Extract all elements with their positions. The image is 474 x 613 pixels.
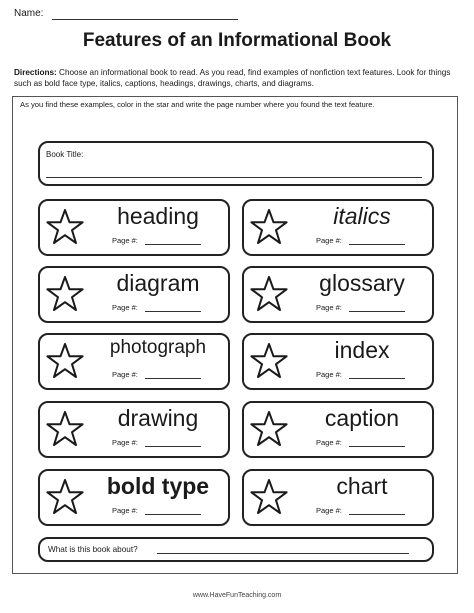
- page-number-label: Page #:: [112, 303, 138, 312]
- feature-word: index: [334, 337, 390, 363]
- page-number-label: Page #:: [112, 370, 138, 379]
- book-title-field[interactable]: [46, 177, 422, 178]
- feature-word: chart: [336, 473, 388, 499]
- page-number-label: Page #:: [316, 370, 342, 379]
- directions-label: Directions:: [14, 68, 57, 77]
- directions: [14, 67, 462, 89]
- feature-word: heading: [117, 203, 199, 229]
- page-number-field[interactable]: [145, 311, 201, 312]
- page-number-field[interactable]: [349, 378, 405, 379]
- name-field[interactable]: [52, 19, 238, 20]
- star-icon[interactable]: [46, 208, 84, 246]
- about-field[interactable]: [157, 553, 409, 554]
- feature-word: bold type: [106, 473, 210, 499]
- feature-word: italics: [333, 203, 391, 229]
- name-label: Name:: [14, 8, 44, 19]
- page-number-label: Page #:: [316, 236, 342, 245]
- page-number-field[interactable]: [349, 244, 405, 245]
- star-icon[interactable]: [46, 275, 84, 313]
- page-number-label: Page #:: [316, 438, 342, 447]
- page-number-label: Page #:: [316, 506, 342, 515]
- page-number-field[interactable]: [145, 446, 201, 447]
- page-number-field[interactable]: [349, 311, 405, 312]
- page-number-field[interactable]: [145, 514, 201, 515]
- page-number-label: Page #:: [112, 438, 138, 447]
- page-number-field[interactable]: [145, 244, 201, 245]
- star-icon[interactable]: [250, 275, 288, 313]
- feature-word: caption: [324, 405, 400, 431]
- star-icon[interactable]: [250, 342, 288, 380]
- star-icon[interactable]: [46, 410, 84, 448]
- star-icon[interactable]: [250, 208, 288, 246]
- page-number-label: Page #:: [112, 236, 138, 245]
- feature-word: glossary: [319, 270, 405, 296]
- page-number-field[interactable]: [145, 378, 201, 379]
- page-number-label: Page #:: [112, 506, 138, 515]
- footer-url: www.HaveFunTeaching.com: [192, 592, 282, 599]
- directions-text: Choose an informational book to read. As you read, find examples of nonfiction text features. Look for things such as bold face type, italics, captions, headings, drawings, charts, and diagrams.: [14, 68, 451, 88]
- page-number-field[interactable]: [349, 446, 405, 447]
- book-title-box: [38, 141, 434, 186]
- page-title: Features of an Informational Book: [82, 30, 392, 51]
- star-icon[interactable]: [46, 342, 84, 380]
- feature-word: drawing: [117, 405, 199, 431]
- about-label: What is this book about?: [48, 545, 138, 554]
- book-title-label: Book Title:: [46, 150, 84, 159]
- page-number-label: Page #:: [316, 303, 342, 312]
- page-number-field[interactable]: [349, 514, 405, 515]
- star-icon[interactable]: [250, 478, 288, 516]
- panel-instruction: As you find these examples, color in the star and write the page number where you found the text feature.: [20, 100, 375, 109]
- feature-word: photograph: [109, 337, 207, 358]
- star-icon[interactable]: [46, 478, 84, 516]
- star-icon[interactable]: [250, 410, 288, 448]
- feature-word: diagram: [116, 270, 200, 296]
